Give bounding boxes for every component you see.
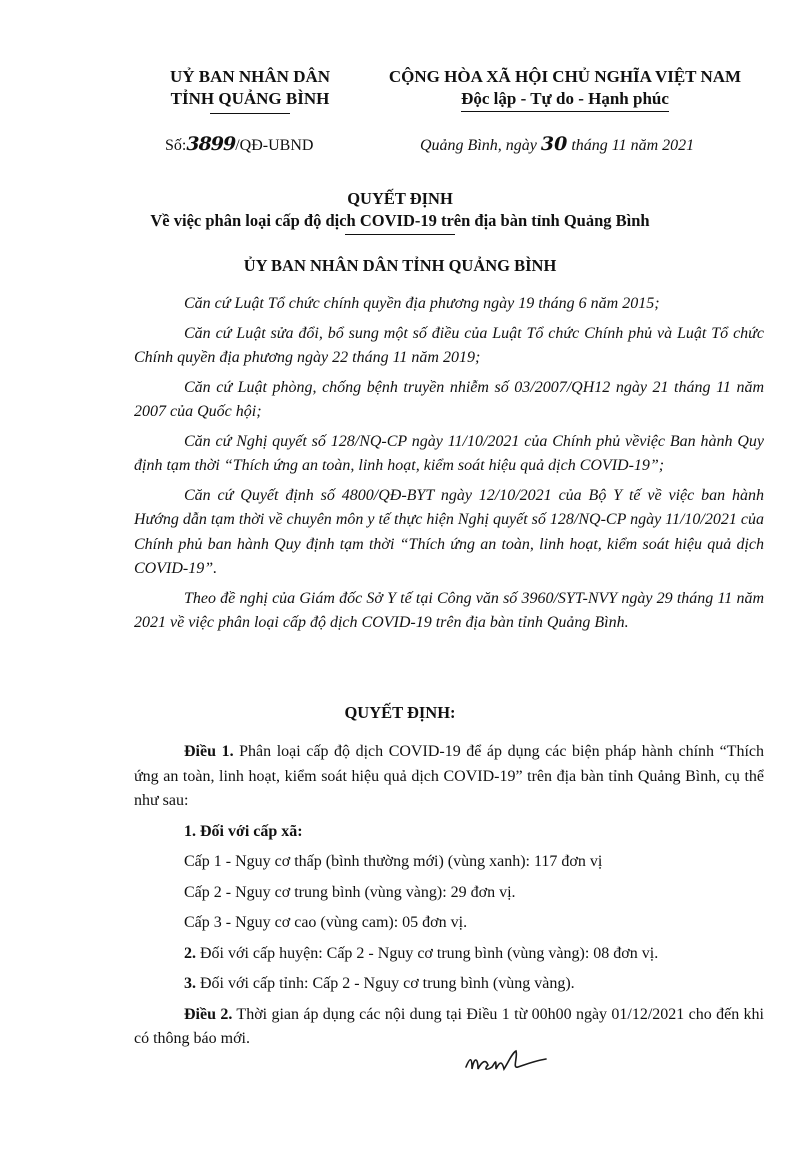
legal-basis: Căn cứ Luật phòng, chống bệnh truyền nhiễm số 03/2007/QH12 ngày 21 tháng 11 năm 2007 của Quốc hội; bbox=[134, 378, 764, 420]
legal-basis: Căn cứ Quyết định số 4800/QĐ-BYT ngày 12/10/2021 của Bộ Y tế về việc ban hành Hướng dẫn tạm thời về chuyên môn y tế thực hiện Nghị quyết số 128/NQ-CP ngày 11/10/2021 của Chính phủ ban hành Quy định tạm thời “Thích ứng an toàn, linh hoạt, kiểm soát hiệu quả dịch COVID-19”. bbox=[134, 486, 764, 577]
title-main: QUYẾT ĐỊNH bbox=[347, 189, 453, 208]
title-subject: Về việc phân loại cấp độ dịch COVID-19 trên địa bàn tỉnh Quảng Bình bbox=[150, 211, 650, 230]
item-3-text: Đối với cấp tỉnh: Cấp 2 - Nguy cơ trung bình (vùng vàng). bbox=[196, 975, 575, 992]
legal-basis: Căn cứ Luật Tổ chức chính quyền địa phương ngày 19 tháng 6 năm 2015; bbox=[184, 295, 660, 312]
article-2-text: Thời gian áp dụng các nội dung tại Điều 1 từ 00h00 ngày 01/12/2021 cho đến khi có thông báo mới. bbox=[134, 1005, 765, 1047]
country-name: CỘNG HÒA XÃ HỘI CHỦ NGHĨA VIỆT NAM bbox=[388, 67, 742, 86]
date-after: tháng 11 năm 2021 bbox=[567, 137, 695, 154]
motto: Độc lập - Tự do - Hạnh phúc bbox=[461, 88, 669, 112]
article-1-level-3: Cấp 3 - Nguy cơ cao (vùng cam): 05 đơn vị. bbox=[184, 914, 468, 931]
legal-basis: Căn cứ Nghị quyết số 128/NQ-CP ngày 11/10/2021 của Chính phủ vềviệc Ban hành Quy định tạm thời “Thích ứng an toàn, linh hoạt, kiểm soát hiệu quả dịch COVID-19”; bbox=[134, 432, 764, 474]
article-1 bbox=[134, 740, 764, 814]
title-divider bbox=[345, 234, 455, 235]
issuing-authority-header bbox=[130, 66, 370, 114]
article-1-item-3 bbox=[134, 972, 764, 997]
article-1-text: Phân loại cấp độ dịch COVID-19 để áp dụng các biện pháp hành chính “Thích ứng an toàn, linh hoạt, kiểm soát hiệu quả dịch COVID-19” trên địa bàn tỉnh Quảng Bình, cụ thể như sau: bbox=[134, 743, 765, 809]
legal-bases bbox=[134, 292, 764, 641]
article-2-label: Điều 2. bbox=[184, 1005, 233, 1023]
authority-line-1: UỶ BAN NHÂN DÂN bbox=[169, 67, 331, 86]
article-2 bbox=[134, 1003, 764, 1052]
header-left-divider bbox=[210, 113, 290, 114]
decision-heading: QUYẾT ĐỊNH: bbox=[344, 703, 456, 722]
article-1-label: Điều 1. bbox=[184, 743, 234, 760]
item-2-text: Đối với cấp huyện: Cấp 2 - Nguy cơ trung bình (vùng vàng): 08 đơn vị. bbox=[196, 944, 659, 962]
legal-basis: Theo đề nghị của Giám đốc Sở Y tế tại Công văn số 3960/SYT-NVY ngày 29 tháng 11 năm 2021 về việc phân loại cấp độ dịch COVID-19 trên địa bàn tỉnh Quảng Bình. bbox=[134, 589, 764, 631]
article-1-item-2 bbox=[134, 942, 764, 967]
national-motto-header bbox=[355, 66, 775, 112]
docno-handwritten-number: 3899 bbox=[186, 133, 236, 155]
handwritten-initials bbox=[462, 1043, 552, 1079]
article-1-level-2: Cấp 2 - Nguy cơ trung bình (vùng vàng): 29 đơn vị. bbox=[184, 883, 516, 901]
docno-suffix: /QĐ-UBND bbox=[235, 137, 314, 154]
issuing-authority: ỦY BAN NHÂN DÂN TỈNH QUẢNG BÌNH bbox=[243, 256, 557, 275]
authority-line-2: TỈNH QUẢNG BÌNH bbox=[170, 89, 330, 108]
document-title bbox=[0, 188, 800, 235]
article-1-item-1-heading: 1. Đối với cấp xã: bbox=[184, 822, 303, 840]
article-1-level-1: Cấp 1 - Nguy cơ thấp (bình thường mới) (vùng xanh): 117 đơn vị bbox=[184, 853, 603, 870]
legal-basis: Căn cứ Luật sửa đổi, bổ sung một số điều của Luật Tổ chức Chính phủ và Luật Tổ chức Chính quyền địa phương ngày 22 tháng 11 năm 2019; bbox=[134, 324, 764, 366]
date-before: Quảng Bình, ngày bbox=[420, 137, 541, 154]
place-and-date bbox=[420, 133, 694, 155]
date-handwritten-day: 30 bbox=[540, 133, 568, 155]
item-2-label: 2. bbox=[184, 944, 196, 962]
item-3-label: 3. bbox=[184, 975, 196, 992]
articles bbox=[134, 740, 764, 1058]
docno-prefix: Số: bbox=[165, 137, 187, 154]
document-number bbox=[165, 133, 313, 155]
